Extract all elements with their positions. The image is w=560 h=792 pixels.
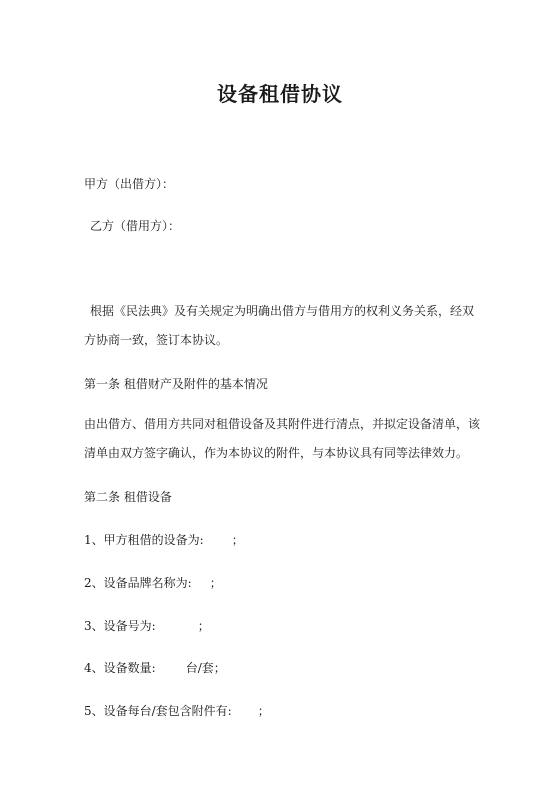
list-item-suffix: ； (231, 533, 244, 547)
list-item-suffix: 台/套； (185, 661, 226, 675)
list-item-label: 2、设备品牌名称为: (84, 576, 192, 590)
party-a-line: 甲方（出借方）： (84, 177, 175, 191)
list-item-label: 1、甲方租借的设备为: (84, 533, 204, 547)
list-item-suffix: ； (257, 704, 270, 718)
article1-title: 第一条 租借财产及附件的基本情况 (84, 377, 268, 391)
list-item-label: 4、设备数量: (84, 661, 156, 675)
article2-title: 第二条 租借设备 (84, 490, 172, 504)
list-item-suffix: ； (197, 619, 210, 633)
intro-paragraph: 根据《民法典》及有关规定为明确出借方与借用方的权利义务关系，经双方协商一致，签订本协议。 (84, 304, 475, 347)
document-title: 设备租借协议 (217, 82, 343, 106)
party-b-line: 乙方（借用方）： (90, 219, 181, 233)
list-item (84, 574, 222, 592)
list-item-suffix: ； (209, 576, 222, 590)
list-item (84, 659, 226, 677)
list-item (84, 617, 210, 635)
list-item-label: 5、设备每台/套包含附件有: (84, 704, 232, 718)
list-item-label: 3、设备号为: (84, 619, 156, 633)
list-item (84, 702, 270, 720)
list-item (84, 531, 244, 549)
article1-body: 由出借方、借用方共同对租借设备及其附件进行清点，并拟定设备清单，该清单由双方签字确认，作为本协议的附件，与本协议具有同等法律效力。 (84, 417, 481, 460)
